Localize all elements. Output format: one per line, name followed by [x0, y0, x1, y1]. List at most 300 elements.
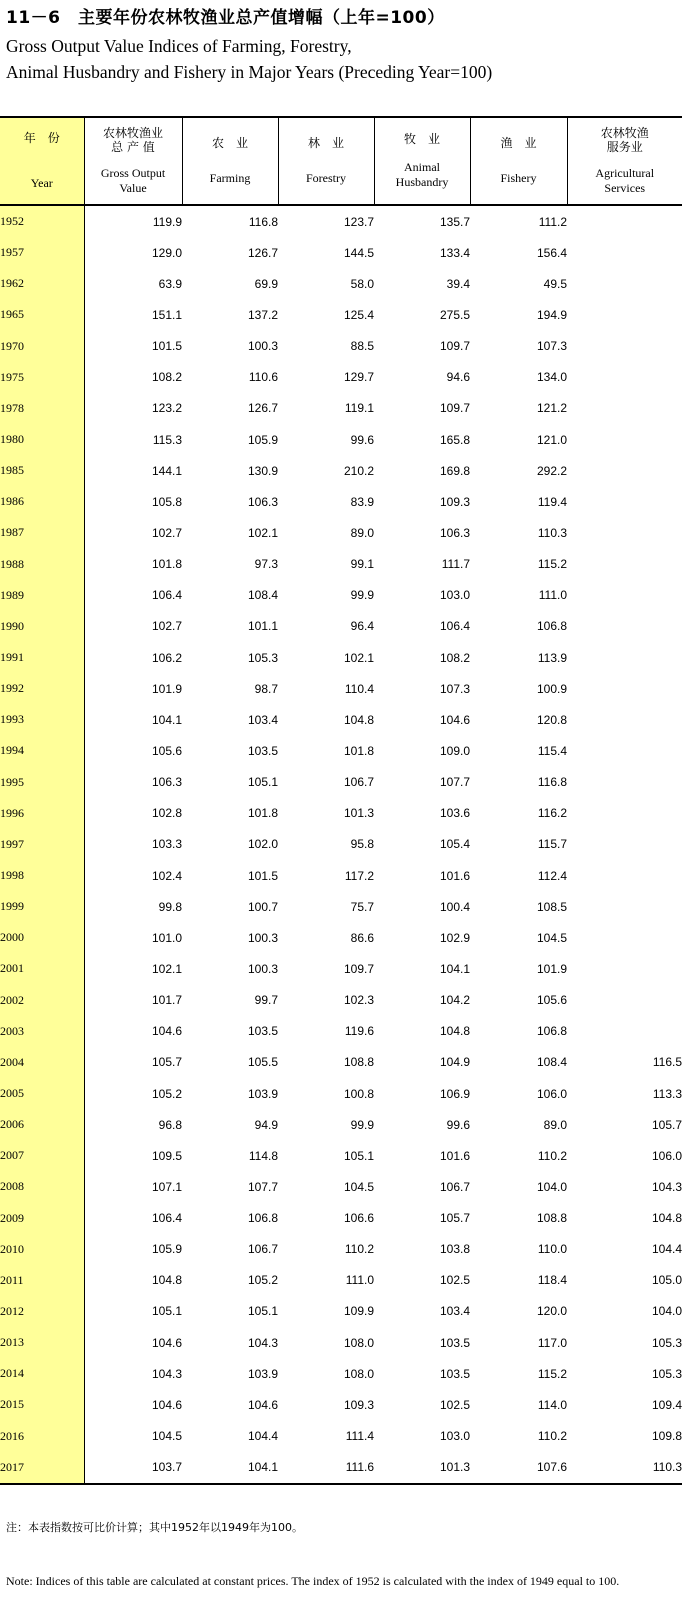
cell-farming: 126.7	[247, 245, 278, 260]
cell-animal-husbandry: 109.7	[439, 401, 470, 416]
cell-agricultural-services	[567, 299, 682, 330]
cell-gross-output: 104.6	[151, 1335, 182, 1350]
cell-fishery: 121.0	[536, 432, 567, 447]
cell-gross-output: 104.5	[151, 1429, 182, 1444]
table-row	[0, 1327, 682, 1358]
cell-agricultural-services: 104.0	[651, 1304, 682, 1319]
cell-gross-output: 109.5	[151, 1148, 182, 1163]
cell-farming: 100.3	[247, 339, 278, 354]
cell-gross-output: 104.1	[151, 712, 182, 727]
table-row	[0, 1016, 682, 1047]
cell-agricultural-services	[567, 362, 682, 393]
cell-farming: 101.5	[247, 868, 278, 883]
cell-fishery: 194.9	[536, 307, 567, 322]
cell-fishery: 111.0	[538, 588, 567, 603]
cell-agricultural-services: 104.4	[651, 1242, 682, 1257]
cell-gross-output: 101.0	[151, 930, 182, 945]
cell-animal-husbandry: 99.6	[446, 1117, 470, 1132]
cell-animal-husbandry: 104.9	[439, 1055, 470, 1070]
cell-gross-output: 104.8	[151, 1273, 182, 1288]
footnote-en: Note: Indices of this table are calculated at constant prices. The index of 1952 is calculated with the index of 1949 equal to 100.	[6, 1574, 620, 1588]
cell-farming: 102.1	[247, 525, 278, 540]
table-row	[0, 829, 682, 860]
column-header-year: 年 份 Year	[0, 117, 84, 205]
cell-year: 1980	[0, 424, 84, 455]
cell-gross-output: 106.2	[151, 650, 182, 665]
cell-forestry: 99.9	[350, 1117, 374, 1132]
header-row	[0, 117, 682, 205]
cell-year: 1993	[0, 704, 84, 735]
cell-forestry: 125.4	[343, 307, 374, 322]
cell-animal-husbandry: 104.8	[439, 1024, 470, 1039]
cell-farming: 126.7	[247, 401, 278, 416]
cell-gross-output: 108.2	[151, 370, 182, 385]
cell-gross-output: 102.7	[151, 525, 182, 540]
cell-gross-output: 101.9	[151, 681, 182, 696]
cell-farming: 69.9	[254, 276, 278, 291]
cell-animal-husbandry: 103.5	[439, 1366, 470, 1381]
cell-year: 2011	[0, 1265, 84, 1296]
cell-fishery: 104.5	[536, 930, 567, 945]
cell-forestry: 110.2	[344, 1242, 374, 1257]
cell-forestry: 104.8	[343, 712, 374, 727]
cell-agricultural-services	[567, 424, 682, 455]
cell-forestry: 100.8	[343, 1086, 374, 1101]
table-row	[0, 393, 682, 424]
cell-fishery: 115.2	[537, 1366, 567, 1381]
cell-gross-output: 151.1	[151, 307, 182, 322]
cell-animal-husbandry: 135.7	[439, 214, 470, 229]
cell-animal-husbandry: 104.2	[439, 993, 470, 1008]
cell-gross-output: 107.1	[151, 1179, 182, 1194]
cell-fishery: 121.2	[536, 401, 567, 416]
cell-gross-output: 104.6	[151, 1397, 182, 1412]
footnote-zh: 注：本表指数按可比价计算；其中1952年以1949年为100。	[6, 1521, 303, 1534]
cell-agricultural-services	[567, 611, 682, 642]
table-row	[0, 860, 682, 891]
cell-animal-husbandry: 106.7	[439, 1179, 470, 1194]
cell-agricultural-services: 105.3	[651, 1366, 682, 1381]
cell-year: 1965	[0, 299, 84, 330]
cell-fishery: 115.2	[537, 557, 567, 572]
table-row	[0, 1171, 682, 1202]
table-row	[0, 798, 682, 829]
cell-fishery: 108.8	[536, 1211, 567, 1226]
cell-agricultural-services	[567, 953, 682, 984]
cell-year: 1994	[0, 735, 84, 766]
cell-farming: 100.3	[247, 930, 278, 945]
cell-farming: 104.6	[247, 1397, 278, 1412]
cell-gross-output: 106.3	[151, 775, 182, 790]
cell-animal-husbandry: 105.4	[439, 837, 470, 852]
cell-gross-output: 105.6	[151, 743, 182, 758]
cell-farming: 105.1	[247, 1304, 278, 1319]
cell-fishery: 117.0	[537, 1335, 567, 1350]
cell-agricultural-services: 113.3	[652, 1086, 682, 1101]
cell-forestry: 58.0	[350, 276, 374, 291]
cell-animal-husbandry: 106.4	[439, 619, 470, 634]
cell-farming: 106.8	[247, 1211, 278, 1226]
table-row	[0, 1140, 682, 1171]
cell-agricultural-services: 116.5	[652, 1055, 682, 1070]
cell-agricultural-services	[567, 549, 682, 580]
cell-animal-husbandry: 107.7	[439, 775, 470, 790]
cell-fishery: 106.8	[536, 1024, 567, 1039]
cell-farming: 101.1	[247, 619, 278, 634]
cell-gross-output: 105.9	[151, 1242, 182, 1257]
table-row	[0, 237, 682, 268]
cell-forestry: 104.5	[343, 1179, 374, 1194]
table-row	[0, 1047, 682, 1078]
cell-forestry: 123.7	[343, 214, 374, 229]
table-row	[0, 1296, 682, 1327]
cell-agricultural-services	[567, 891, 682, 922]
cell-animal-husbandry: 108.2	[439, 650, 470, 665]
cell-agricultural-services: 106.0	[651, 1148, 682, 1163]
cell-forestry: 102.3	[343, 993, 374, 1008]
table-row	[0, 517, 682, 548]
cell-forestry: 109.9	[343, 1304, 374, 1319]
cell-year: 1998	[0, 860, 84, 891]
cell-animal-husbandry: 103.0	[439, 1429, 470, 1444]
cell-farming: 94.9	[254, 1117, 278, 1132]
table-row	[0, 922, 682, 953]
cell-fishery: 49.5	[543, 276, 567, 291]
cell-forestry: 105.1	[343, 1148, 374, 1163]
cell-gross-output: 96.8	[158, 1117, 182, 1132]
cell-fishery: 113.9	[537, 650, 567, 665]
table-row	[0, 1452, 682, 1484]
cell-agricultural-services	[567, 735, 682, 766]
cell-forestry: 110.4	[344, 681, 374, 696]
cell-animal-husbandry: 102.5	[439, 1397, 470, 1412]
table-title-zh: 11－6 主要年份农林牧渔业总产值增幅（上年=100）	[6, 8, 445, 28]
cell-agricultural-services	[567, 642, 682, 673]
cell-forestry: 210.2	[343, 463, 374, 478]
cell-agricultural-services	[567, 205, 682, 237]
cell-gross-output: 106.4	[151, 1211, 182, 1226]
cell-year: 1990	[0, 611, 84, 642]
cell-forestry: 101.8	[343, 743, 374, 758]
cell-animal-husbandry: 109.7	[439, 339, 470, 354]
cell-fishery: 105.6	[536, 993, 567, 1008]
cell-farming: 103.9	[247, 1086, 278, 1101]
cell-animal-husbandry: 106.3	[439, 525, 470, 540]
cell-year: 2015	[0, 1389, 84, 1420]
cell-fishery: 112.4	[537, 868, 567, 883]
cell-animal-husbandry: 109.3	[439, 494, 470, 509]
cell-gross-output: 104.3	[151, 1366, 182, 1381]
cell-year: 1970	[0, 331, 84, 362]
cell-forestry: 106.6	[343, 1211, 374, 1226]
cell-animal-husbandry: 39.4	[446, 276, 470, 291]
cell-gross-output: 105.8	[151, 494, 182, 509]
cell-farming: 107.7	[247, 1179, 278, 1194]
cell-gross-output: 129.0	[151, 245, 182, 260]
cell-forestry: 95.8	[350, 837, 374, 852]
cell-forestry: 99.9	[350, 588, 374, 603]
cell-animal-husbandry: 107.3	[439, 681, 470, 696]
cell-fishery: 110.2	[537, 1148, 567, 1163]
cell-forestry: 129.7	[343, 370, 374, 385]
cell-farming: 103.9	[247, 1366, 278, 1381]
cell-gross-output: 105.2	[151, 1086, 182, 1101]
cell-year: 2010	[0, 1234, 84, 1265]
cell-year: 1975	[0, 362, 84, 393]
cell-farming: 97.3	[254, 557, 278, 572]
cell-farming: 103.5	[247, 1024, 278, 1039]
cell-farming: 99.7	[254, 993, 278, 1008]
cell-year: 2005	[0, 1078, 84, 1109]
table-row	[0, 205, 682, 237]
cell-gross-output: 102.1	[151, 961, 182, 976]
cell-forestry: 96.4	[350, 619, 374, 634]
cell-year: 1986	[0, 486, 84, 517]
cell-forestry: 99.6	[350, 432, 374, 447]
cell-forestry: 111.0	[345, 1273, 374, 1288]
cell-year: 2007	[0, 1140, 84, 1171]
cell-gross-output: 103.7	[84, 1452, 182, 1484]
cell-year: 1999	[0, 891, 84, 922]
cell-fishery: 119.4	[537, 494, 567, 509]
cell-animal-husbandry: 103.0	[439, 588, 470, 603]
cell-animal-husbandry: 103.6	[439, 806, 470, 821]
table-row	[0, 549, 682, 580]
table-row	[0, 486, 682, 517]
table-row	[0, 1265, 682, 1296]
cell-year: 1987	[0, 517, 84, 548]
cell-agricultural-services: 104.3	[651, 1179, 682, 1194]
cell-fishery: 116.2	[537, 806, 567, 821]
cell-gross-output: 144.1	[151, 463, 182, 478]
cell-animal-husbandry: 165.8	[439, 432, 470, 447]
cell-animal-husbandry: 101.6	[439, 1148, 470, 1163]
cell-farming: 106.3	[247, 494, 278, 509]
cell-gross-output: 103.3	[151, 837, 182, 852]
table-title-en-line1: Gross Output Value Indices of Farming, Forestry,	[6, 36, 352, 56]
cell-year: 1952	[0, 205, 84, 237]
column-header-agricultural-services: 农林牧渔 服务业 Agricultural Services	[567, 117, 682, 205]
cell-gross-output: 101.7	[151, 993, 182, 1008]
cell-animal-husbandry: 105.7	[439, 1211, 470, 1226]
cell-year: 1962	[0, 268, 84, 299]
cell-farming: 114.8	[248, 1148, 278, 1163]
cell-forestry: 86.6	[350, 930, 374, 945]
cell-year: 1978	[0, 393, 84, 424]
cell-animal-husbandry: 109.0	[439, 743, 470, 758]
cell-fishery: 120.0	[536, 1304, 567, 1319]
cell-year: 1997	[0, 829, 84, 860]
cell-farming: 100.7	[247, 899, 278, 914]
cell-agricultural-services	[567, 331, 682, 362]
cell-year: 1995	[0, 767, 84, 798]
cell-farming: 104.3	[247, 1335, 278, 1350]
cell-agricultural-services	[567, 486, 682, 517]
cell-forestry: 106.7	[343, 775, 374, 790]
cell-fishery: 114.0	[537, 1397, 567, 1412]
cell-agricultural-services: 105.7	[651, 1117, 682, 1132]
cell-year: 2008	[0, 1171, 84, 1202]
cell-year: 1989	[0, 580, 84, 611]
cell-year: 2017	[0, 1452, 84, 1484]
cell-fishery: 115.4	[537, 743, 567, 758]
cell-agricultural-services	[567, 1016, 682, 1047]
table-row	[0, 953, 682, 984]
cell-animal-husbandry: 106.9	[439, 1086, 470, 1101]
cell-farming: 130.9	[247, 463, 278, 478]
cell-fishery: 110.3	[537, 525, 567, 540]
cell-farming: 108.4	[247, 588, 278, 603]
cell-year: 2004	[0, 1047, 84, 1078]
cell-forestry: 111.6	[278, 1452, 374, 1484]
cell-fishery: 107.3	[536, 339, 567, 354]
cell-farming: 101.8	[247, 806, 278, 821]
cell-forestry: 144.5	[343, 245, 374, 260]
cell-forestry: 108.0	[343, 1335, 374, 1350]
cell-gross-output: 102.7	[151, 619, 182, 634]
cell-fishery: 118.4	[537, 1273, 567, 1288]
cell-gross-output: 63.9	[158, 276, 182, 291]
cell-fishery: 104.0	[536, 1179, 567, 1194]
cell-animal-husbandry: 101.6	[439, 868, 470, 883]
cell-farming: 105.2	[247, 1273, 278, 1288]
cell-year: 2013	[0, 1327, 84, 1358]
cell-animal-husbandry: 104.1	[439, 961, 470, 976]
cell-agricultural-services: 110.3	[567, 1452, 682, 1484]
cell-fishery: 116.8	[537, 775, 567, 790]
cell-gross-output: 101.5	[151, 339, 182, 354]
cell-farming: 102.0	[247, 837, 278, 852]
table-row	[0, 642, 682, 673]
cell-agricultural-services	[567, 704, 682, 735]
cell-agricultural-services: 109.8	[651, 1429, 682, 1444]
cell-fishery: 115.7	[537, 837, 567, 852]
table-row	[0, 767, 682, 798]
table-row	[0, 1420, 682, 1451]
cell-agricultural-services	[567, 673, 682, 704]
table-row	[0, 1234, 682, 1265]
cell-year: 2012	[0, 1296, 84, 1327]
cell-agricultural-services	[567, 985, 682, 1016]
cell-agricultural-services	[567, 580, 682, 611]
table-row	[0, 985, 682, 1016]
cell-gross-output: 101.8	[151, 557, 182, 572]
cell-forestry: 75.7	[350, 899, 374, 914]
cell-animal-husbandry: 169.8	[439, 463, 470, 478]
cell-animal-husbandry: 103.4	[439, 1304, 470, 1319]
cell-gross-output: 119.9	[152, 214, 182, 229]
cell-animal-husbandry: 133.4	[439, 245, 470, 260]
data-table	[0, 116, 682, 1485]
cell-gross-output: 106.4	[151, 588, 182, 603]
cell-forestry: 102.1	[343, 650, 374, 665]
cell-agricultural-services: 105.0	[651, 1273, 682, 1288]
cell-forestry: 117.2	[344, 868, 374, 883]
cell-agricultural-services	[567, 798, 682, 829]
cell-agricultural-services	[567, 922, 682, 953]
cell-year: 2006	[0, 1109, 84, 1140]
cell-year: 1988	[0, 549, 84, 580]
cell-forestry: 109.3	[343, 1397, 374, 1412]
cell-fishery: 108.4	[536, 1055, 567, 1070]
cell-fishery: 292.2	[536, 463, 567, 478]
cell-agricultural-services	[567, 767, 682, 798]
cell-forestry: 119.1	[344, 401, 374, 416]
cell-year: 2009	[0, 1203, 84, 1234]
cell-agricultural-services	[567, 829, 682, 860]
cell-animal-husbandry: 111.7	[441, 557, 470, 572]
table-row	[0, 704, 682, 735]
table-row	[0, 673, 682, 704]
cell-forestry: 99.1	[350, 557, 374, 572]
cell-farming: 100.3	[247, 961, 278, 976]
table-row	[0, 331, 682, 362]
cell-farming: 105.3	[247, 650, 278, 665]
cell-agricultural-services	[567, 455, 682, 486]
table-row	[0, 735, 682, 766]
table-row	[0, 1109, 682, 1140]
cell-fishery: 107.6	[470, 1452, 567, 1484]
cell-animal-husbandry: 275.5	[439, 307, 470, 322]
cell-forestry: 119.6	[344, 1024, 374, 1039]
cell-agricultural-services	[567, 237, 682, 268]
table-row	[0, 1078, 682, 1109]
cell-forestry: 89.0	[350, 525, 374, 540]
cell-forestry: 88.5	[350, 339, 374, 354]
table-row	[0, 1389, 682, 1420]
table-title-en-line2: Animal Husbandry and Fishery in Major Years (Preceding Year=100)	[6, 62, 493, 82]
cell-fishery: 110.2	[537, 1429, 567, 1444]
cell-fishery: 106.8	[536, 619, 567, 634]
table-row	[0, 268, 682, 299]
cell-fishery: 110.0	[537, 1242, 567, 1257]
cell-farming: 104.4	[247, 1429, 278, 1444]
table-row	[0, 455, 682, 486]
cell-year: 2003	[0, 1016, 84, 1047]
cell-gross-output: 104.6	[151, 1024, 182, 1039]
table-row	[0, 611, 682, 642]
cell-farming: 98.7	[254, 681, 278, 696]
cell-animal-husbandry: 100.4	[439, 899, 470, 914]
table-row	[0, 1358, 682, 1389]
cell-animal-husbandry: 103.5	[439, 1335, 470, 1350]
cell-forestry: 108.0	[343, 1366, 374, 1381]
cell-agricultural-services: 109.4	[651, 1397, 682, 1412]
cell-fishery: 134.0	[536, 370, 567, 385]
cell-farming: 103.4	[247, 712, 278, 727]
table-row	[0, 580, 682, 611]
cell-year: 1996	[0, 798, 84, 829]
cell-animal-husbandry: 102.9	[439, 930, 470, 945]
cell-forestry: 109.7	[343, 961, 374, 976]
cell-fishery: 89.0	[543, 1117, 567, 1132]
table-row	[0, 1203, 682, 1234]
column-header-forestry: 林 业 Forestry	[278, 117, 374, 205]
cell-agricultural-services	[567, 268, 682, 299]
cell-farming: 105.5	[247, 1055, 278, 1070]
table-row	[0, 362, 682, 393]
column-header-farming: 农 业 Farming	[182, 117, 278, 205]
cell-agricultural-services	[567, 517, 682, 548]
cell-year: 2001	[0, 953, 84, 984]
cell-gross-output: 99.8	[158, 899, 182, 914]
column-header-fishery: 渔 业 Fishery	[470, 117, 567, 205]
cell-animal-husbandry: 94.6	[446, 370, 470, 385]
cell-farming: 110.6	[248, 370, 278, 385]
cell-animal-husbandry: 103.8	[439, 1242, 470, 1257]
column-header-animal-husbandry: 牧 业 Animal Husbandry	[374, 117, 470, 205]
cell-agricultural-services: 104.8	[651, 1211, 682, 1226]
